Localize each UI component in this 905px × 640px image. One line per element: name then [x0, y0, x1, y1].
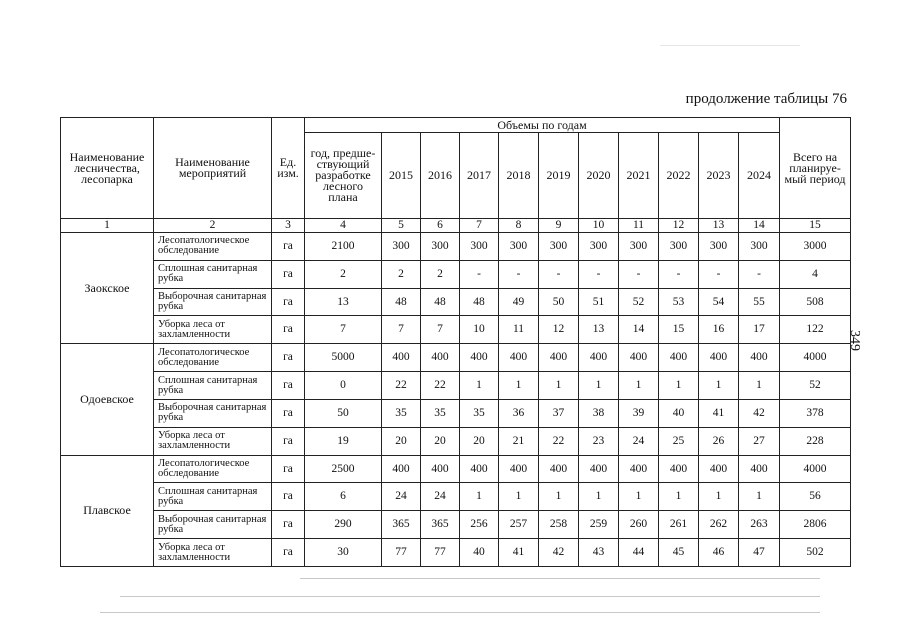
column-number: 14	[739, 219, 780, 233]
value-cell: 3000	[780, 233, 851, 261]
value-cell: 41	[499, 539, 539, 567]
value-cell: 4000	[780, 455, 851, 483]
value-cell: 22	[539, 427, 579, 455]
value-cell: 263	[739, 511, 780, 539]
value-cell: 400	[619, 344, 659, 372]
value-cell: -	[699, 260, 739, 288]
activity-cell: Лесопатологическое обследование	[154, 233, 272, 261]
value-cell: 16	[699, 316, 739, 344]
header-year: 2018	[499, 133, 539, 219]
column-number: 9	[539, 219, 579, 233]
column-number: 3	[272, 219, 305, 233]
value-cell: 1	[739, 483, 780, 511]
value-cell: 12	[539, 316, 579, 344]
value-cell: 1	[619, 372, 659, 400]
value-cell: 1	[739, 372, 780, 400]
table-row	[61, 316, 851, 344]
column-number: 2	[154, 219, 272, 233]
forestry-name-cell: Заокское	[61, 233, 154, 344]
header-total: Всего на планируе-мый период	[780, 118, 851, 219]
value-cell: 10	[460, 316, 499, 344]
header-activity: Наименование мероприятий	[154, 118, 272, 219]
value-cell: 27	[739, 427, 780, 455]
value-cell: 400	[539, 455, 579, 483]
table-row	[61, 344, 851, 372]
activity-cell: Уборка леса от захламленности	[154, 539, 272, 567]
forestry-name-cell: Плавское	[61, 455, 154, 566]
value-cell: 400	[460, 344, 499, 372]
value-cell: 53	[659, 288, 699, 316]
activity-cell: Сплошная санитарная рубка	[154, 260, 272, 288]
column-number: 11	[619, 219, 659, 233]
column-number: 15	[780, 219, 851, 233]
value-cell: 300	[382, 233, 421, 261]
value-cell: 13	[579, 316, 619, 344]
value-cell: -	[460, 260, 499, 288]
value-cell: 44	[619, 539, 659, 567]
value-cell: 502	[780, 539, 851, 567]
value-cell: 24	[382, 483, 421, 511]
value-cell: 77	[421, 539, 460, 567]
value-cell: 400	[499, 344, 539, 372]
value-cell: 35	[460, 399, 499, 427]
column-number-row	[61, 219, 851, 233]
value-cell: 260	[619, 511, 659, 539]
unit-cell: га	[272, 427, 305, 455]
table-row	[61, 483, 851, 511]
value-cell: 400	[382, 455, 421, 483]
value-cell: 300	[739, 233, 780, 261]
activity-cell: Сплошная санитарная рубка	[154, 483, 272, 511]
value-cell: 400	[739, 455, 780, 483]
table-row	[61, 511, 851, 539]
value-cell: 365	[382, 511, 421, 539]
value-cell: 1	[579, 372, 619, 400]
value-cell: 508	[780, 288, 851, 316]
value-cell: 41	[699, 399, 739, 427]
column-number: 1	[61, 219, 154, 233]
value-cell: 20	[460, 427, 499, 455]
value-cell: 54	[699, 288, 739, 316]
unit-cell: га	[272, 233, 305, 261]
value-cell: 52	[619, 288, 659, 316]
value-cell: 55	[739, 288, 780, 316]
value-cell: 2	[382, 260, 421, 288]
value-cell: 228	[780, 427, 851, 455]
value-cell: 259	[579, 511, 619, 539]
value-cell: 48	[421, 288, 460, 316]
table-row	[61, 455, 851, 483]
activity-cell: Лесопатологическое обследование	[154, 455, 272, 483]
value-cell: 7	[421, 316, 460, 344]
value-cell: 49	[499, 288, 539, 316]
value-cell: 22	[382, 372, 421, 400]
table-row	[61, 233, 851, 261]
value-cell: 1	[499, 483, 539, 511]
header-year: 2020	[579, 133, 619, 219]
value-cell: -	[619, 260, 659, 288]
value-cell: 1	[460, 372, 499, 400]
value-cell: 1	[699, 483, 739, 511]
table-row	[61, 539, 851, 567]
value-cell: 25	[659, 427, 699, 455]
value-cell: 2	[305, 260, 382, 288]
value-cell: 400	[659, 344, 699, 372]
value-cell: 23	[579, 427, 619, 455]
value-cell: 300	[699, 233, 739, 261]
value-cell: -	[539, 260, 579, 288]
header-unit: Ед. изм.	[272, 118, 305, 219]
activity-cell: Сплошная санитарная рубка	[154, 372, 272, 400]
value-cell: 39	[619, 399, 659, 427]
unit-cell: га	[272, 455, 305, 483]
value-cell: 21	[499, 427, 539, 455]
value-cell: 2500	[305, 455, 382, 483]
header-year: 2024	[739, 133, 780, 219]
forest-activities-table	[60, 117, 851, 567]
scan-artifact	[100, 612, 820, 613]
activity-cell: Лесопатологическое обследование	[154, 344, 272, 372]
value-cell: 48	[460, 288, 499, 316]
value-cell: 37	[539, 399, 579, 427]
column-number: 4	[305, 219, 382, 233]
value-cell: -	[579, 260, 619, 288]
value-cell: 300	[421, 233, 460, 261]
unit-cell: га	[272, 539, 305, 567]
value-cell: 300	[579, 233, 619, 261]
value-cell: 1	[539, 483, 579, 511]
value-cell: 290	[305, 511, 382, 539]
header-year: 2015	[382, 133, 421, 219]
value-cell: -	[659, 260, 699, 288]
unit-cell: га	[272, 288, 305, 316]
value-cell: 1	[619, 483, 659, 511]
header-year: 2021	[619, 133, 659, 219]
value-cell: 52	[780, 372, 851, 400]
value-cell: 300	[539, 233, 579, 261]
unit-cell: га	[272, 316, 305, 344]
value-cell: 1	[460, 483, 499, 511]
column-number: 7	[460, 219, 499, 233]
unit-cell: га	[272, 511, 305, 539]
header-volumes-by-year: Объемы по годам	[305, 118, 780, 133]
value-cell: 24	[619, 427, 659, 455]
header-forestry: Наименование лесничества, лесопарка	[61, 118, 154, 219]
value-cell: 400	[539, 344, 579, 372]
scan-artifact	[300, 578, 820, 579]
value-cell: 400	[739, 344, 780, 372]
value-cell: 36	[499, 399, 539, 427]
value-cell: 42	[739, 399, 780, 427]
value-cell: 2806	[780, 511, 851, 539]
header-year: 2019	[539, 133, 579, 219]
value-cell: 17	[739, 316, 780, 344]
value-cell: 1	[699, 372, 739, 400]
value-cell: 400	[699, 344, 739, 372]
value-cell: 300	[499, 233, 539, 261]
value-cell: 43	[579, 539, 619, 567]
unit-cell: га	[272, 344, 305, 372]
value-cell: 257	[499, 511, 539, 539]
value-cell: 46	[699, 539, 739, 567]
activity-cell: Уборка леса от захламленности	[154, 316, 272, 344]
table-caption: продолжение таблицы 76	[685, 91, 847, 107]
value-cell: -	[739, 260, 780, 288]
value-cell: 38	[579, 399, 619, 427]
value-cell: 14	[619, 316, 659, 344]
value-cell: 1	[579, 483, 619, 511]
value-cell: 400	[421, 344, 460, 372]
scan-artifact	[120, 596, 820, 597]
value-cell: 2	[421, 260, 460, 288]
value-cell: 1	[659, 483, 699, 511]
value-cell: 256	[460, 511, 499, 539]
activity-cell: Уборка леса от захламленности	[154, 427, 272, 455]
header-year: 2017	[460, 133, 499, 219]
value-cell: -	[499, 260, 539, 288]
value-cell: 22	[421, 372, 460, 400]
unit-cell: га	[272, 260, 305, 288]
header-row-1	[61, 118, 851, 133]
value-cell: 47	[739, 539, 780, 567]
value-cell: 13	[305, 288, 382, 316]
value-cell: 51	[579, 288, 619, 316]
table-row	[61, 260, 851, 288]
value-cell: 1	[499, 372, 539, 400]
value-cell: 20	[382, 427, 421, 455]
unit-cell: га	[272, 372, 305, 400]
column-number: 10	[579, 219, 619, 233]
page-number: 349	[847, 330, 862, 351]
value-cell: 45	[659, 539, 699, 567]
value-cell: 24	[421, 483, 460, 511]
value-cell: 15	[659, 316, 699, 344]
table-row	[61, 288, 851, 316]
value-cell: 42	[539, 539, 579, 567]
value-cell: 400	[699, 455, 739, 483]
value-cell: 378	[780, 399, 851, 427]
table-body	[61, 233, 851, 567]
column-number: 5	[382, 219, 421, 233]
value-cell: 11	[499, 316, 539, 344]
column-number: 13	[699, 219, 739, 233]
activity-cell: Выборочная санитарная рубка	[154, 288, 272, 316]
value-cell: 35	[382, 399, 421, 427]
value-cell: 48	[382, 288, 421, 316]
unit-cell: га	[272, 483, 305, 511]
value-cell: 1	[659, 372, 699, 400]
header-year: 2022	[659, 133, 699, 219]
value-cell: 50	[305, 399, 382, 427]
value-cell: 30	[305, 539, 382, 567]
value-cell: 0	[305, 372, 382, 400]
value-cell: 26	[699, 427, 739, 455]
header-year: 2016	[421, 133, 460, 219]
value-cell: 400	[421, 455, 460, 483]
value-cell: 262	[699, 511, 739, 539]
value-cell: 5000	[305, 344, 382, 372]
value-cell: 56	[780, 483, 851, 511]
activity-cell: Выборочная санитарная рубка	[154, 511, 272, 539]
value-cell: 7	[382, 316, 421, 344]
value-cell: 6	[305, 483, 382, 511]
value-cell: 261	[659, 511, 699, 539]
value-cell: 19	[305, 427, 382, 455]
value-cell: 300	[460, 233, 499, 261]
value-cell: 400	[619, 455, 659, 483]
value-cell: 50	[539, 288, 579, 316]
value-cell: 400	[499, 455, 539, 483]
value-cell: 300	[619, 233, 659, 261]
value-cell: 258	[539, 511, 579, 539]
column-number: 8	[499, 219, 539, 233]
value-cell: 35	[421, 399, 460, 427]
value-cell: 20	[421, 427, 460, 455]
value-cell: 77	[382, 539, 421, 567]
table-row	[61, 427, 851, 455]
value-cell: 400	[579, 455, 619, 483]
value-cell: 400	[659, 455, 699, 483]
value-cell: 2100	[305, 233, 382, 261]
forestry-name-cell: Одоевское	[61, 344, 154, 455]
value-cell: 7	[305, 316, 382, 344]
value-cell: 300	[659, 233, 699, 261]
activity-cell: Выборочная санитарная рубка	[154, 399, 272, 427]
value-cell: 400	[382, 344, 421, 372]
header-prior-year: год, предше-ствующий разработке лесного плана	[305, 133, 382, 219]
value-cell: 365	[421, 511, 460, 539]
column-number: 12	[659, 219, 699, 233]
unit-cell: га	[272, 399, 305, 427]
table-row	[61, 399, 851, 427]
table-row	[61, 372, 851, 400]
scan-artifact	[660, 45, 800, 46]
value-cell: 400	[460, 455, 499, 483]
value-cell: 4000	[780, 344, 851, 372]
header-year: 2023	[699, 133, 739, 219]
value-cell: 122	[780, 316, 851, 344]
column-number: 6	[421, 219, 460, 233]
value-cell: 1	[539, 372, 579, 400]
value-cell: 40	[460, 539, 499, 567]
value-cell: 40	[659, 399, 699, 427]
value-cell: 400	[579, 344, 619, 372]
value-cell: 4	[780, 260, 851, 288]
